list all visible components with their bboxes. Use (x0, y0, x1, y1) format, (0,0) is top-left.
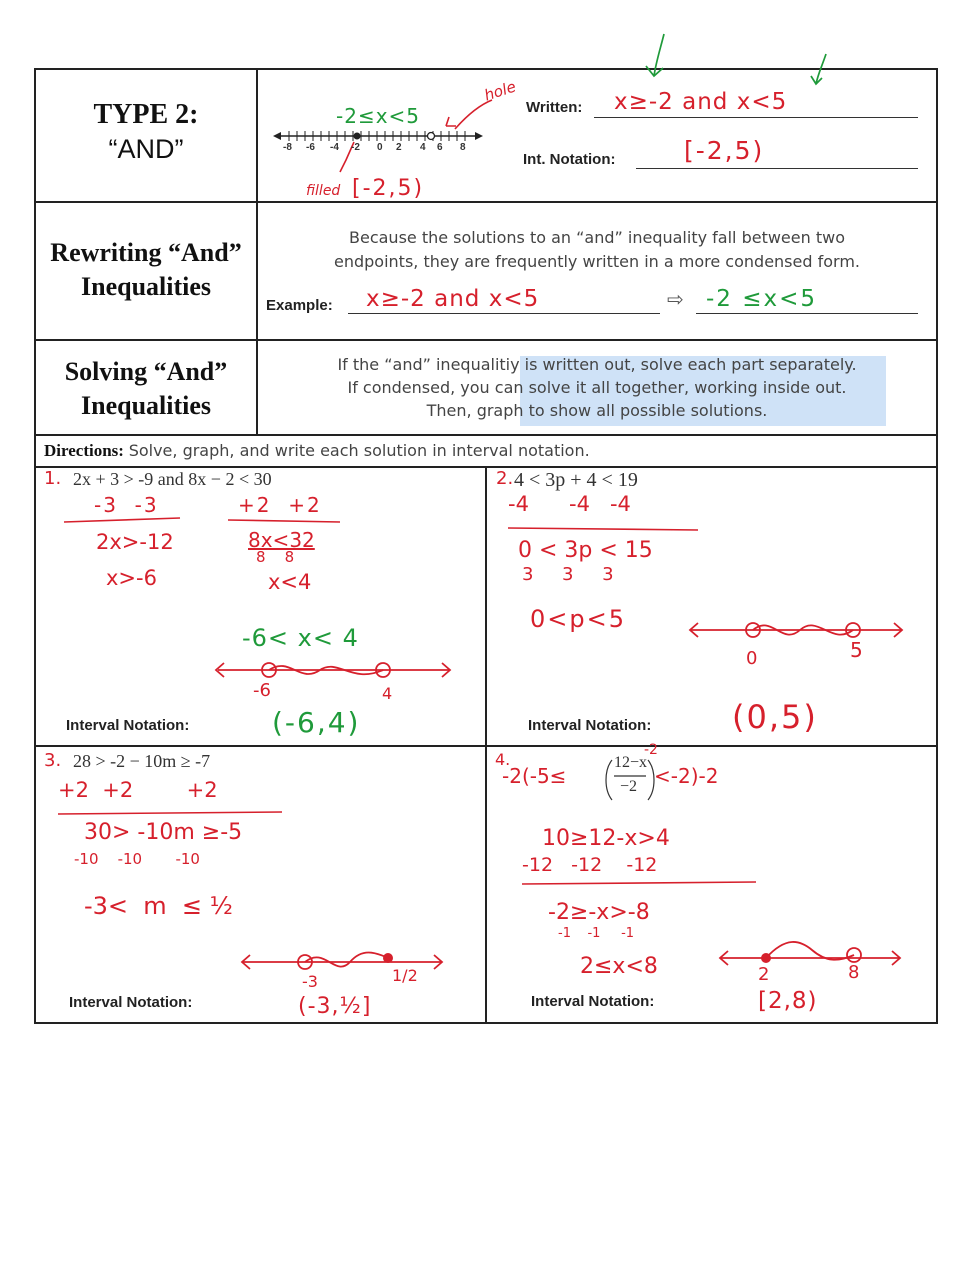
type2-hw-written: x≥-2 and x<5 (614, 89, 788, 115)
p1-hw-left-label: -6 (253, 680, 271, 701)
rewriting-title (36, 236, 256, 304)
int-notation-line (636, 168, 918, 169)
p3-number: 3. (44, 750, 62, 771)
p3-hw-step: +2 +2 +2 (58, 778, 218, 802)
table-border-right (936, 68, 938, 1024)
type2-hw-filled-note: filled (306, 183, 341, 199)
p4-hw-right-label: 8 (848, 962, 860, 983)
rewriting-text-line2: endpoints, they are frequently written in a more condensed form. (334, 252, 860, 271)
tick-label: 6 (437, 142, 443, 153)
p4-hw-interval: [2,8) (758, 988, 818, 1014)
column-divider (485, 466, 487, 1024)
type2-hw-interval: [-2,5) (684, 136, 765, 165)
p2-hw-left-label: 0 (746, 648, 758, 669)
p4-problem-left: -2(-5≤ (502, 764, 567, 788)
rewriting-description (258, 226, 936, 274)
rewriting-title-line1: Rewriting “And” (50, 238, 242, 267)
p1-hw-combined: -6< x< 4 (242, 624, 359, 652)
tick-label: 4 (420, 142, 426, 153)
p1-problem: 2x + 3 > -9 and 8x − 2 < 30 (73, 469, 272, 489)
p1-number: 1. (44, 468, 62, 489)
rewriting-text-line1: Because the solutions to an “and” inequality fall between two (349, 228, 845, 247)
p2-hw-step: 0<p<5 (530, 605, 626, 633)
p1-hw-interval: (-6,4) (272, 706, 361, 739)
solving-title-line2: Inequalities (80, 391, 212, 420)
p3-hw-right-label: 1/2 (392, 966, 418, 985)
p3-hw-step: -3< m ≤ ½ (84, 892, 233, 920)
p1-hw-step: -3 -3 (94, 493, 159, 517)
solving-text-line2: If condensed, you can solve it all together, working inside out. (347, 378, 847, 397)
p3-hw-interval: (-3,½] (298, 994, 372, 1019)
tick-label: -8 (283, 142, 292, 153)
solving-text-line1: If the “and” inequalitiy is written out, solve each part separately. (337, 355, 857, 374)
p3-hw-step: 30> -10m ≥-5 (84, 820, 243, 845)
p4-hw-step: 2≤x<8 (580, 954, 658, 979)
p2-hw-interval: (0,5) (732, 698, 818, 736)
p1-hw-step: 8x<32 (248, 528, 315, 552)
written-label: Written: (526, 99, 583, 116)
tick-label: -2 (351, 142, 360, 153)
solving-title-line1: Solving “And” (64, 357, 228, 386)
directions-label: Directions: (44, 441, 124, 460)
tick-label: 2 (396, 142, 402, 153)
p2-hw-step: -4 -4 -4 (508, 492, 631, 516)
table-border-left (34, 68, 36, 1024)
type2-hw-inequality: -2≤x<5 (336, 104, 421, 128)
p2-interval-label: Interval Notation: (528, 717, 652, 734)
int-notation-label: Int. Notation: (523, 151, 616, 168)
p1-hw-step: x<4 (268, 570, 312, 594)
example-line (348, 313, 660, 314)
p1-hw-right-label: 4 (382, 684, 393, 703)
p2-hw-step: 3 3 3 (522, 564, 614, 585)
p4-problem-right: <-2)-2 (654, 764, 719, 788)
written-line (594, 117, 918, 118)
row-divider (34, 339, 938, 341)
arrow-right-icon: ⇨ (667, 289, 684, 311)
solving-title (36, 355, 256, 423)
p2-number: 2. (496, 468, 514, 489)
rewriting-hw-condensed: -2 ≤x<5 (706, 286, 818, 312)
rewriting-title-line2: Inequalities (80, 272, 212, 301)
directions-text: Solve, graph, and write each solution in interval notation. (128, 441, 590, 460)
p4-hw-step: -2≥-x>-8 (548, 900, 650, 925)
tick-label: 8 (460, 142, 466, 153)
p1-hw-step: x>-6 (106, 566, 157, 590)
type2-tick-labels (279, 142, 479, 156)
p4-hw-left-label: 2 (758, 964, 770, 985)
p1-hw-step: +2 +2 (238, 493, 322, 517)
row-divider (34, 201, 938, 203)
rewriting-hw-example: x≥-2 and x<5 (366, 286, 540, 312)
type2-title-line2: “AND” (108, 134, 184, 164)
tick-label: 0 (377, 142, 383, 153)
type2-title (36, 98, 256, 166)
solving-text-line3: Then, graph to show all possible solutions. (426, 401, 768, 420)
p4-number: 4. (495, 750, 511, 769)
p1-hw-step: 2x>-12 (96, 530, 174, 554)
p2-hw-right-label: 5 (850, 638, 863, 662)
p4-hw-multiplier: -2 (644, 742, 658, 758)
p3-hw-left-label: -3 (302, 972, 318, 991)
example-label: Example: (266, 297, 333, 314)
p4-hw-step: -1 -1 -1 (558, 926, 635, 941)
p4-problem-numerator: 12−x (614, 754, 648, 771)
p1-hw-step: 8 8 (256, 548, 295, 566)
p1-interval-label: Interval Notation: (66, 717, 190, 734)
row-divider (34, 434, 938, 436)
p4-interval-label: Interval Notation: (531, 993, 655, 1010)
p3-hw-step: -10 -10 -10 (74, 850, 200, 868)
tick-label: -4 (330, 142, 339, 153)
type2-hw-hole-note: hole (482, 77, 519, 105)
p4-problem-denominator: −2 (620, 778, 638, 795)
p2-problem: 4 < 3p + 4 < 19 (514, 469, 638, 491)
condensed-line (696, 313, 918, 314)
p4-hw-step: 10≥12-x>4 (542, 826, 670, 851)
p3-problem: 28 > -2 − 10m ≥ -7 (73, 751, 211, 771)
tick-label: -6 (306, 142, 315, 153)
table-border-top (34, 68, 938, 70)
solving-description (258, 353, 936, 422)
p2-hw-step: 0 < 3p < 15 (518, 538, 653, 563)
p3-interval-label: Interval Notation: (69, 994, 193, 1011)
type2-title-line1: TYPE 2: (93, 99, 199, 130)
type2-hw-filled-interval: [-2,5) (352, 176, 425, 201)
directions (44, 441, 590, 461)
p4-hw-step: -12 -12 -12 (522, 854, 658, 876)
